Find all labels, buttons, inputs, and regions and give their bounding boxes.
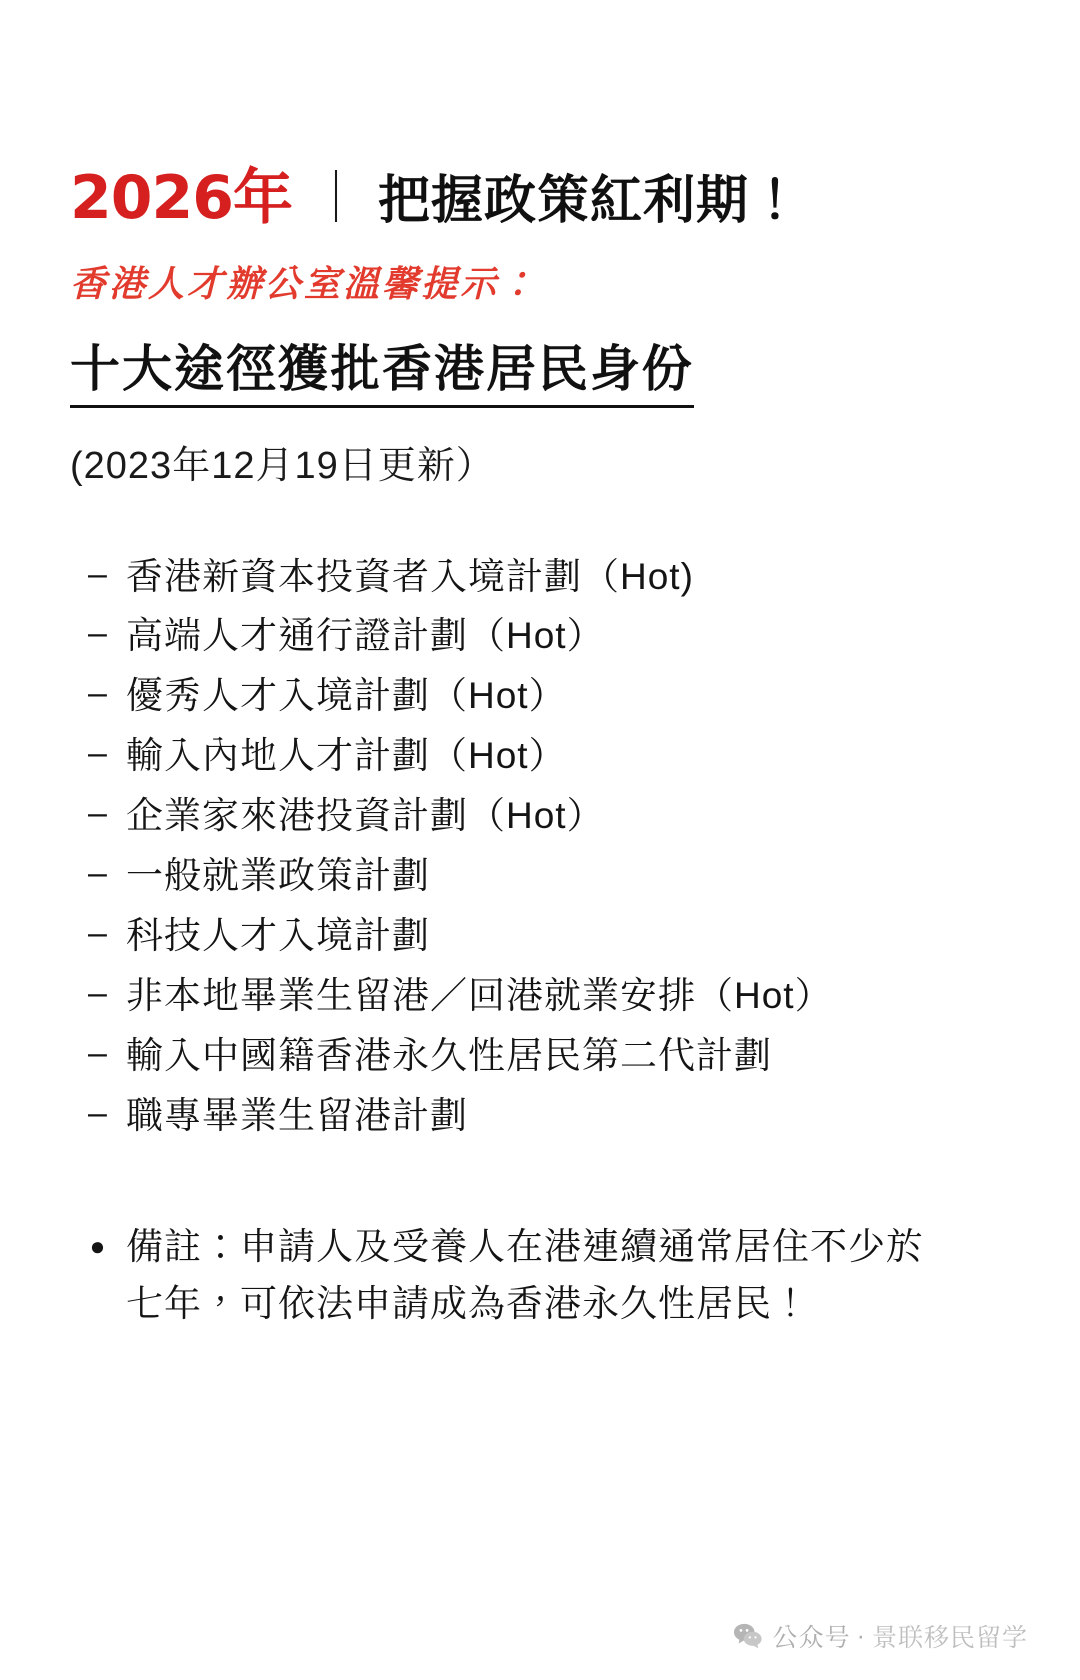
dash-marker-icon: – <box>88 794 108 833</box>
dash-marker-icon: – <box>88 614 108 653</box>
bullet-marker-icon: ● <box>89 1230 107 1261</box>
list-item <box>70 966 1010 1026</box>
watermark-brand: 景联移民留学 <box>871 1624 1028 1652</box>
dash-marker-icon: – <box>88 914 108 953</box>
watermark-account: 公众号 <box>772 1624 851 1652</box>
watermark-separator: · <box>856 1621 866 1650</box>
list-item <box>70 606 1010 666</box>
dash-marker-icon: – <box>88 1093 108 1132</box>
headline-divider: ｜ <box>310 170 363 228</box>
dash-marker-icon: – <box>88 554 108 593</box>
watermark <box>733 1618 1028 1654</box>
dash-marker-icon: – <box>88 974 108 1013</box>
wechat-icon <box>733 1621 763 1651</box>
pathway-label: 香港新資本投資者入境計劃（Hot) <box>126 555 694 597</box>
pathway-label: 企業家來港投資計劃（Hot） <box>126 795 605 837</box>
dash-marker-icon: – <box>88 1034 108 1072</box>
list-item <box>70 1026 1010 1086</box>
dash-marker-icon: – <box>88 734 108 773</box>
list-item <box>70 906 1010 966</box>
poster-page <box>0 163 1080 1680</box>
pathway-label: 高端人才通行證計劃（Hot） <box>126 615 605 657</box>
pathway-label: 優秀人才入境計劃（Hot） <box>126 675 567 717</box>
note-block <box>70 1218 1010 1333</box>
pathway-label: 科技人才入境計劃 <box>126 915 430 957</box>
list-item <box>70 726 1010 786</box>
list-item <box>70 547 1010 607</box>
page-title: 十大途徑獲批香港居民身份 <box>70 341 694 408</box>
list-item <box>70 786 1010 846</box>
subtitle-notice: 香港人才辦公室溫馨提示： <box>70 264 539 305</box>
pathway-list <box>70 547 1010 1146</box>
year-badge: 2026年 <box>70 163 292 233</box>
dash-marker-icon: – <box>88 674 108 713</box>
pathway-label: 非本地畢業生留港／回港就業安排（Hot） <box>126 975 833 1017</box>
note-text: 備註：申請人及受養人在港連續通常居住不少於七年，可依法申請成為香港永久性居民！ <box>126 1225 924 1325</box>
list-item <box>70 846 1010 906</box>
pathway-label: 輸入內地人才計劃（Hot） <box>126 735 567 777</box>
list-item <box>70 1086 1010 1146</box>
update-date: (2023年12月19日更新） <box>70 444 495 487</box>
list-item <box>70 666 1010 726</box>
pathway-label: 輸入中國籍香港永久性居民第二代計劃 <box>126 1035 772 1076</box>
pathway-label: 一般就業政策計劃 <box>126 855 430 897</box>
pathway-label: 職專畢業生留港計劃 <box>126 1094 468 1136</box>
dash-marker-icon: – <box>88 854 108 893</box>
headline-row <box>70 163 1010 233</box>
headline-text: 把握政策紅利期！ <box>378 172 803 230</box>
